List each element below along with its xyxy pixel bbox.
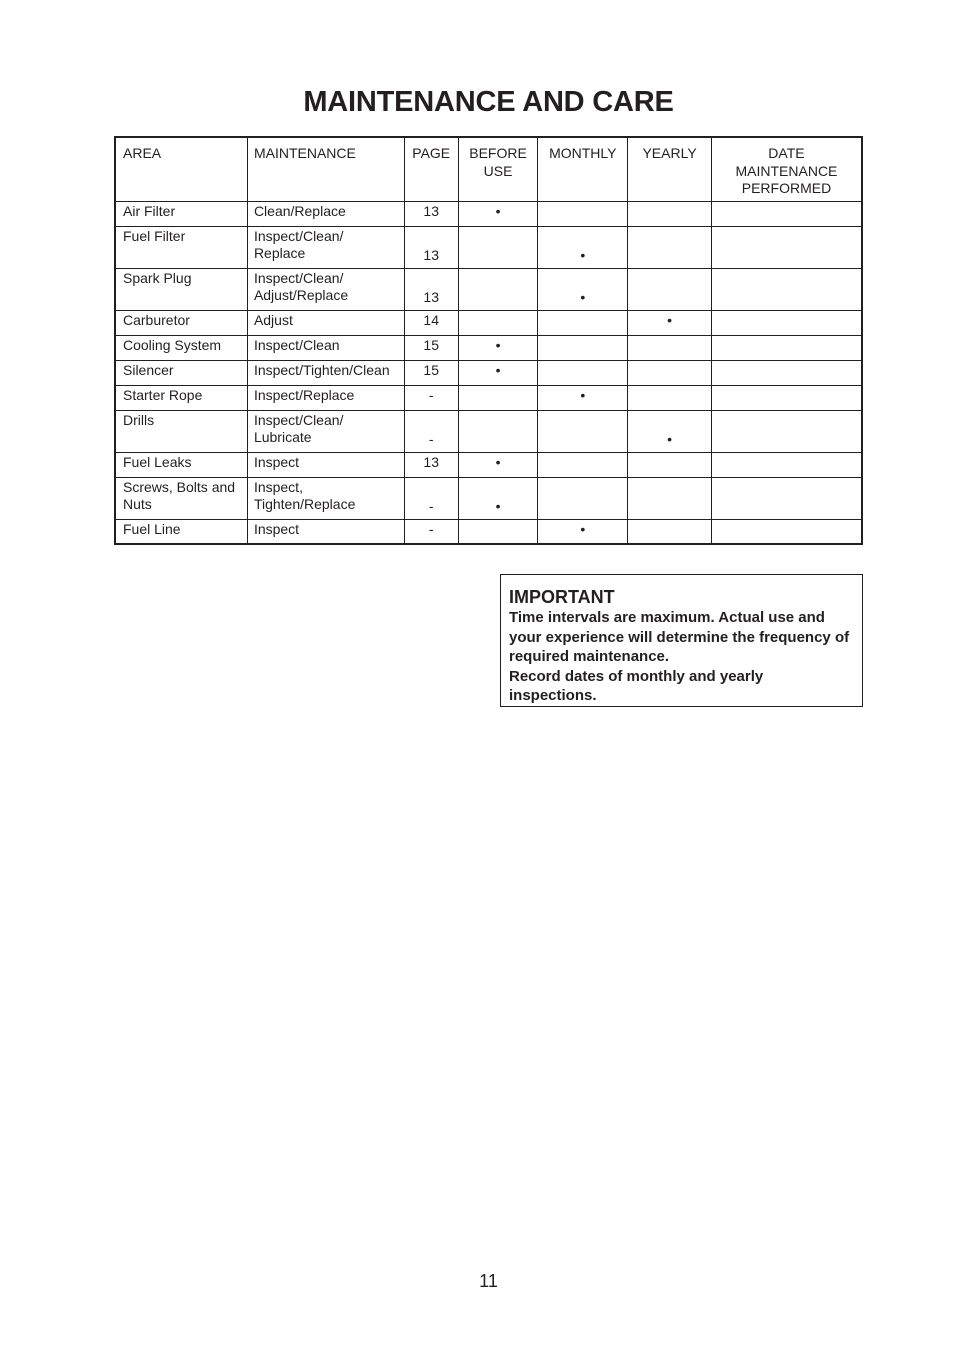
cell-monthly <box>538 360 628 385</box>
header-before-use: BEFORE USE <box>458 137 538 201</box>
header-page: PAGE <box>404 137 458 201</box>
cell-before-use: • <box>458 452 538 477</box>
table-row <box>115 519 862 544</box>
cell-before-use: • <box>458 360 538 385</box>
cell-date-performed[interactable] <box>711 385 862 410</box>
table-row <box>115 410 862 452</box>
cell-maintenance: Inspect <box>247 519 404 544</box>
cell-maintenance: Adjust <box>247 310 404 335</box>
cell-before-use: • <box>458 335 538 360</box>
cell-monthly: • <box>538 226 628 268</box>
header-area: AREA <box>115 137 247 201</box>
table-row <box>115 477 862 519</box>
cell-maintenance: Inspect/Clean <box>247 335 404 360</box>
cell-page: - <box>404 477 458 519</box>
cell-page: 13 <box>404 268 458 310</box>
cell-maintenance: Inspect, Tighten/Replace <box>247 477 404 519</box>
important-notice <box>500 574 863 707</box>
cell-before-use <box>458 226 538 268</box>
cell-before-use <box>458 385 538 410</box>
cell-page: - <box>404 410 458 452</box>
table-row <box>115 268 862 310</box>
cell-area: Spark Plug <box>115 268 247 310</box>
table-row <box>115 201 862 226</box>
cell-area: Cooling System <box>115 335 247 360</box>
cell-maintenance: Inspect/Replace <box>247 385 404 410</box>
cell-monthly <box>538 410 628 452</box>
cell-yearly <box>628 201 712 226</box>
cell-area: Starter Rope <box>115 385 247 410</box>
cell-maintenance: Inspect/Clean/ Lubricate <box>247 410 404 452</box>
cell-before-use: • <box>458 201 538 226</box>
cell-page: 14 <box>404 310 458 335</box>
cell-monthly: • <box>538 385 628 410</box>
cell-area: Air Filter <box>115 201 247 226</box>
cell-yearly <box>628 452 712 477</box>
cell-maintenance: Inspect/Clean/ Adjust/Replace <box>247 268 404 310</box>
cell-page: - <box>404 519 458 544</box>
cell-maintenance: Clean/Replace <box>247 201 404 226</box>
cell-before-use <box>458 310 538 335</box>
cell-area: Drills <box>115 410 247 452</box>
cell-maintenance: Inspect/Clean/ Replace <box>247 226 404 268</box>
cell-monthly <box>538 201 628 226</box>
page-number: 11 <box>479 1271 498 1291</box>
cell-page: 13 <box>404 226 458 268</box>
header-maintenance: MAINTENANCE <box>247 137 404 201</box>
table-row <box>115 452 862 477</box>
cell-before-use <box>458 268 538 310</box>
cell-area: Fuel Leaks <box>115 452 247 477</box>
cell-date-performed[interactable] <box>711 226 862 268</box>
header-yearly: YEARLY <box>628 137 712 201</box>
cell-yearly <box>628 226 712 268</box>
cell-date-performed[interactable] <box>711 477 862 519</box>
cell-yearly <box>628 360 712 385</box>
cell-page: - <box>404 385 458 410</box>
cell-monthly: • <box>538 268 628 310</box>
cell-date-performed[interactable] <box>711 360 862 385</box>
cell-area: Fuel Line <box>115 519 247 544</box>
cell-date-performed[interactable] <box>711 201 862 226</box>
cell-page: 13 <box>404 201 458 226</box>
cell-monthly <box>538 452 628 477</box>
important-heading: IMPORTANT <box>509 587 615 607</box>
cell-yearly <box>628 268 712 310</box>
table-row <box>115 360 862 385</box>
cell-page: 15 <box>404 335 458 360</box>
cell-date-performed[interactable] <box>711 310 862 335</box>
cell-date-performed[interactable] <box>711 519 862 544</box>
cell-date-performed[interactable] <box>711 452 862 477</box>
cell-before-use <box>458 410 538 452</box>
cell-monthly <box>538 477 628 519</box>
cell-yearly <box>628 335 712 360</box>
table-row <box>115 310 862 335</box>
cell-yearly <box>628 385 712 410</box>
cell-before-use <box>458 519 538 544</box>
cell-before-use: • <box>458 477 538 519</box>
cell-yearly <box>628 477 712 519</box>
cell-page: 15 <box>404 360 458 385</box>
cell-monthly <box>538 310 628 335</box>
cell-monthly <box>538 335 628 360</box>
cell-yearly: • <box>628 310 712 335</box>
cell-area: Carburetor <box>115 310 247 335</box>
cell-page: 13 <box>404 452 458 477</box>
cell-area: Screws, Bolts and Nuts <box>115 477 247 519</box>
table-header-row <box>115 137 862 201</box>
header-date-performed: DATE MAINTENANCE PERFORMED <box>711 137 862 201</box>
cell-date-performed[interactable] <box>711 335 862 360</box>
cell-area: Silencer <box>115 360 247 385</box>
header-monthly: MONTHLY <box>538 137 628 201</box>
maintenance-schedule-table <box>114 136 863 545</box>
cell-date-performed[interactable] <box>711 268 862 310</box>
important-text-record: Record dates of monthly and yearly inspections. <box>509 667 764 704</box>
cell-yearly <box>628 519 712 544</box>
table-row <box>115 385 862 410</box>
important-text-intervals: Time intervals are maximum. Actual use and your experience will determine the frequency of required maintenance. <box>509 609 850 665</box>
cell-area: Fuel Filter <box>115 226 247 268</box>
cell-maintenance: Inspect/Tighten/Clean <box>247 360 404 385</box>
cell-date-performed[interactable] <box>711 410 862 452</box>
page-title: MAINTENANCE AND CARE <box>303 86 674 118</box>
table-row <box>115 335 862 360</box>
cell-yearly: • <box>628 410 712 452</box>
cell-monthly: • <box>538 519 628 544</box>
cell-maintenance: Inspect <box>247 452 404 477</box>
table-row <box>115 226 862 268</box>
